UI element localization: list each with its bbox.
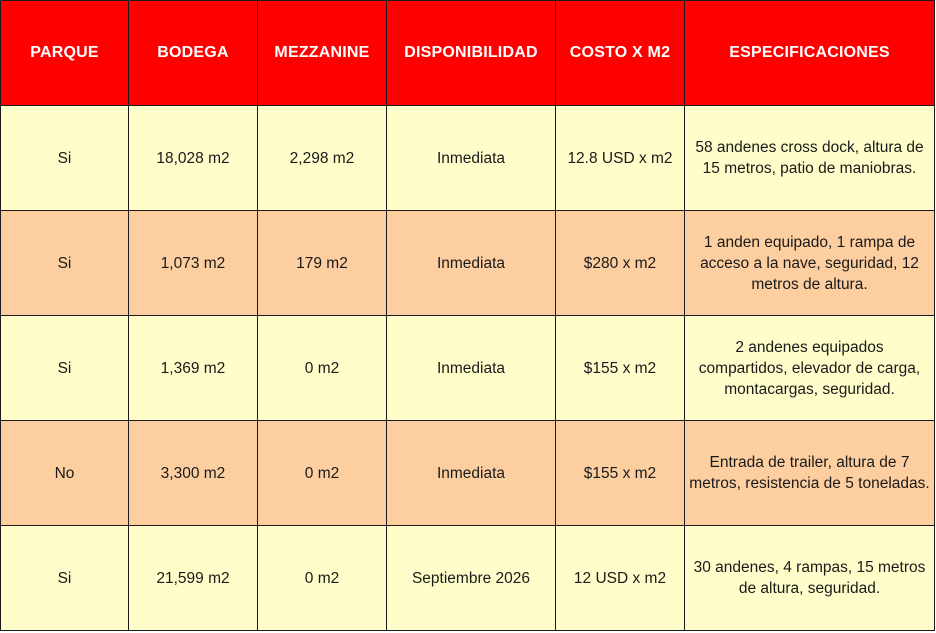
cell-mezzanine: 2,298 m2 [258, 106, 387, 211]
cell-especificaciones: Entrada de trailer, altura de 7 metros, resistencia de 5 toneladas. [685, 421, 935, 526]
cell-mezzanine: 0 m2 [258, 316, 387, 421]
cell-mezzanine: 179 m2 [258, 211, 387, 316]
table-body [1, 106, 935, 631]
cell-costo: $155 x m2 [556, 421, 685, 526]
cell-disponibilidad: Inmediata [387, 106, 556, 211]
cell-especificaciones: 30 andenes, 4 rampas, 15 metros de altura, seguridad. [685, 526, 935, 631]
cell-disponibilidad: Inmediata [387, 316, 556, 421]
header-disponibilidad: DISPONIBILIDAD [387, 1, 556, 106]
cell-mezzanine: 0 m2 [258, 421, 387, 526]
table-header [1, 1, 935, 106]
table-row [1, 526, 935, 631]
cell-bodega: 21,599 m2 [129, 526, 258, 631]
header-row [1, 1, 935, 106]
cell-bodega: 1,369 m2 [129, 316, 258, 421]
cell-parque: Si [1, 316, 129, 421]
cell-disponibilidad: Septiembre 2026 [387, 526, 556, 631]
header-parque: PARQUE [1, 1, 129, 106]
cell-bodega: 18,028 m2 [129, 106, 258, 211]
cell-bodega: 1,073 m2 [129, 211, 258, 316]
cell-costo: $280 x m2 [556, 211, 685, 316]
table-row [1, 421, 935, 526]
table-row [1, 316, 935, 421]
table-row [1, 211, 935, 316]
header-mezzanine: MEZZANINE [258, 1, 387, 106]
cell-parque: Si [1, 526, 129, 631]
cell-mezzanine: 0 m2 [258, 526, 387, 631]
cell-costo: $155 x m2 [556, 316, 685, 421]
cell-costo: 12.8 USD x m2 [556, 106, 685, 211]
header-bodega: BODEGA [129, 1, 258, 106]
header-costo: COSTO X M2 [556, 1, 685, 106]
cell-disponibilidad: Inmediata [387, 421, 556, 526]
cell-parque: Si [1, 211, 129, 316]
cell-bodega: 3,300 m2 [129, 421, 258, 526]
header-especificaciones: ESPECIFICACIONES [685, 1, 935, 106]
cell-costo: 12 USD x m2 [556, 526, 685, 631]
table-row [1, 106, 935, 211]
cell-especificaciones: 58 andenes cross dock, altura de 15 metros, patio de maniobras. [685, 106, 935, 211]
cell-parque: No [1, 421, 129, 526]
cell-especificaciones: 1 anden equipado, 1 rampa de acceso a la nave, seguridad, 12 metros de altura. [685, 211, 935, 316]
cell-disponibilidad: Inmediata [387, 211, 556, 316]
cell-parque: Si [1, 106, 129, 211]
cell-especificaciones: 2 andenes equipados compartidos, elevador de carga, montacargas, seguridad. [685, 316, 935, 421]
